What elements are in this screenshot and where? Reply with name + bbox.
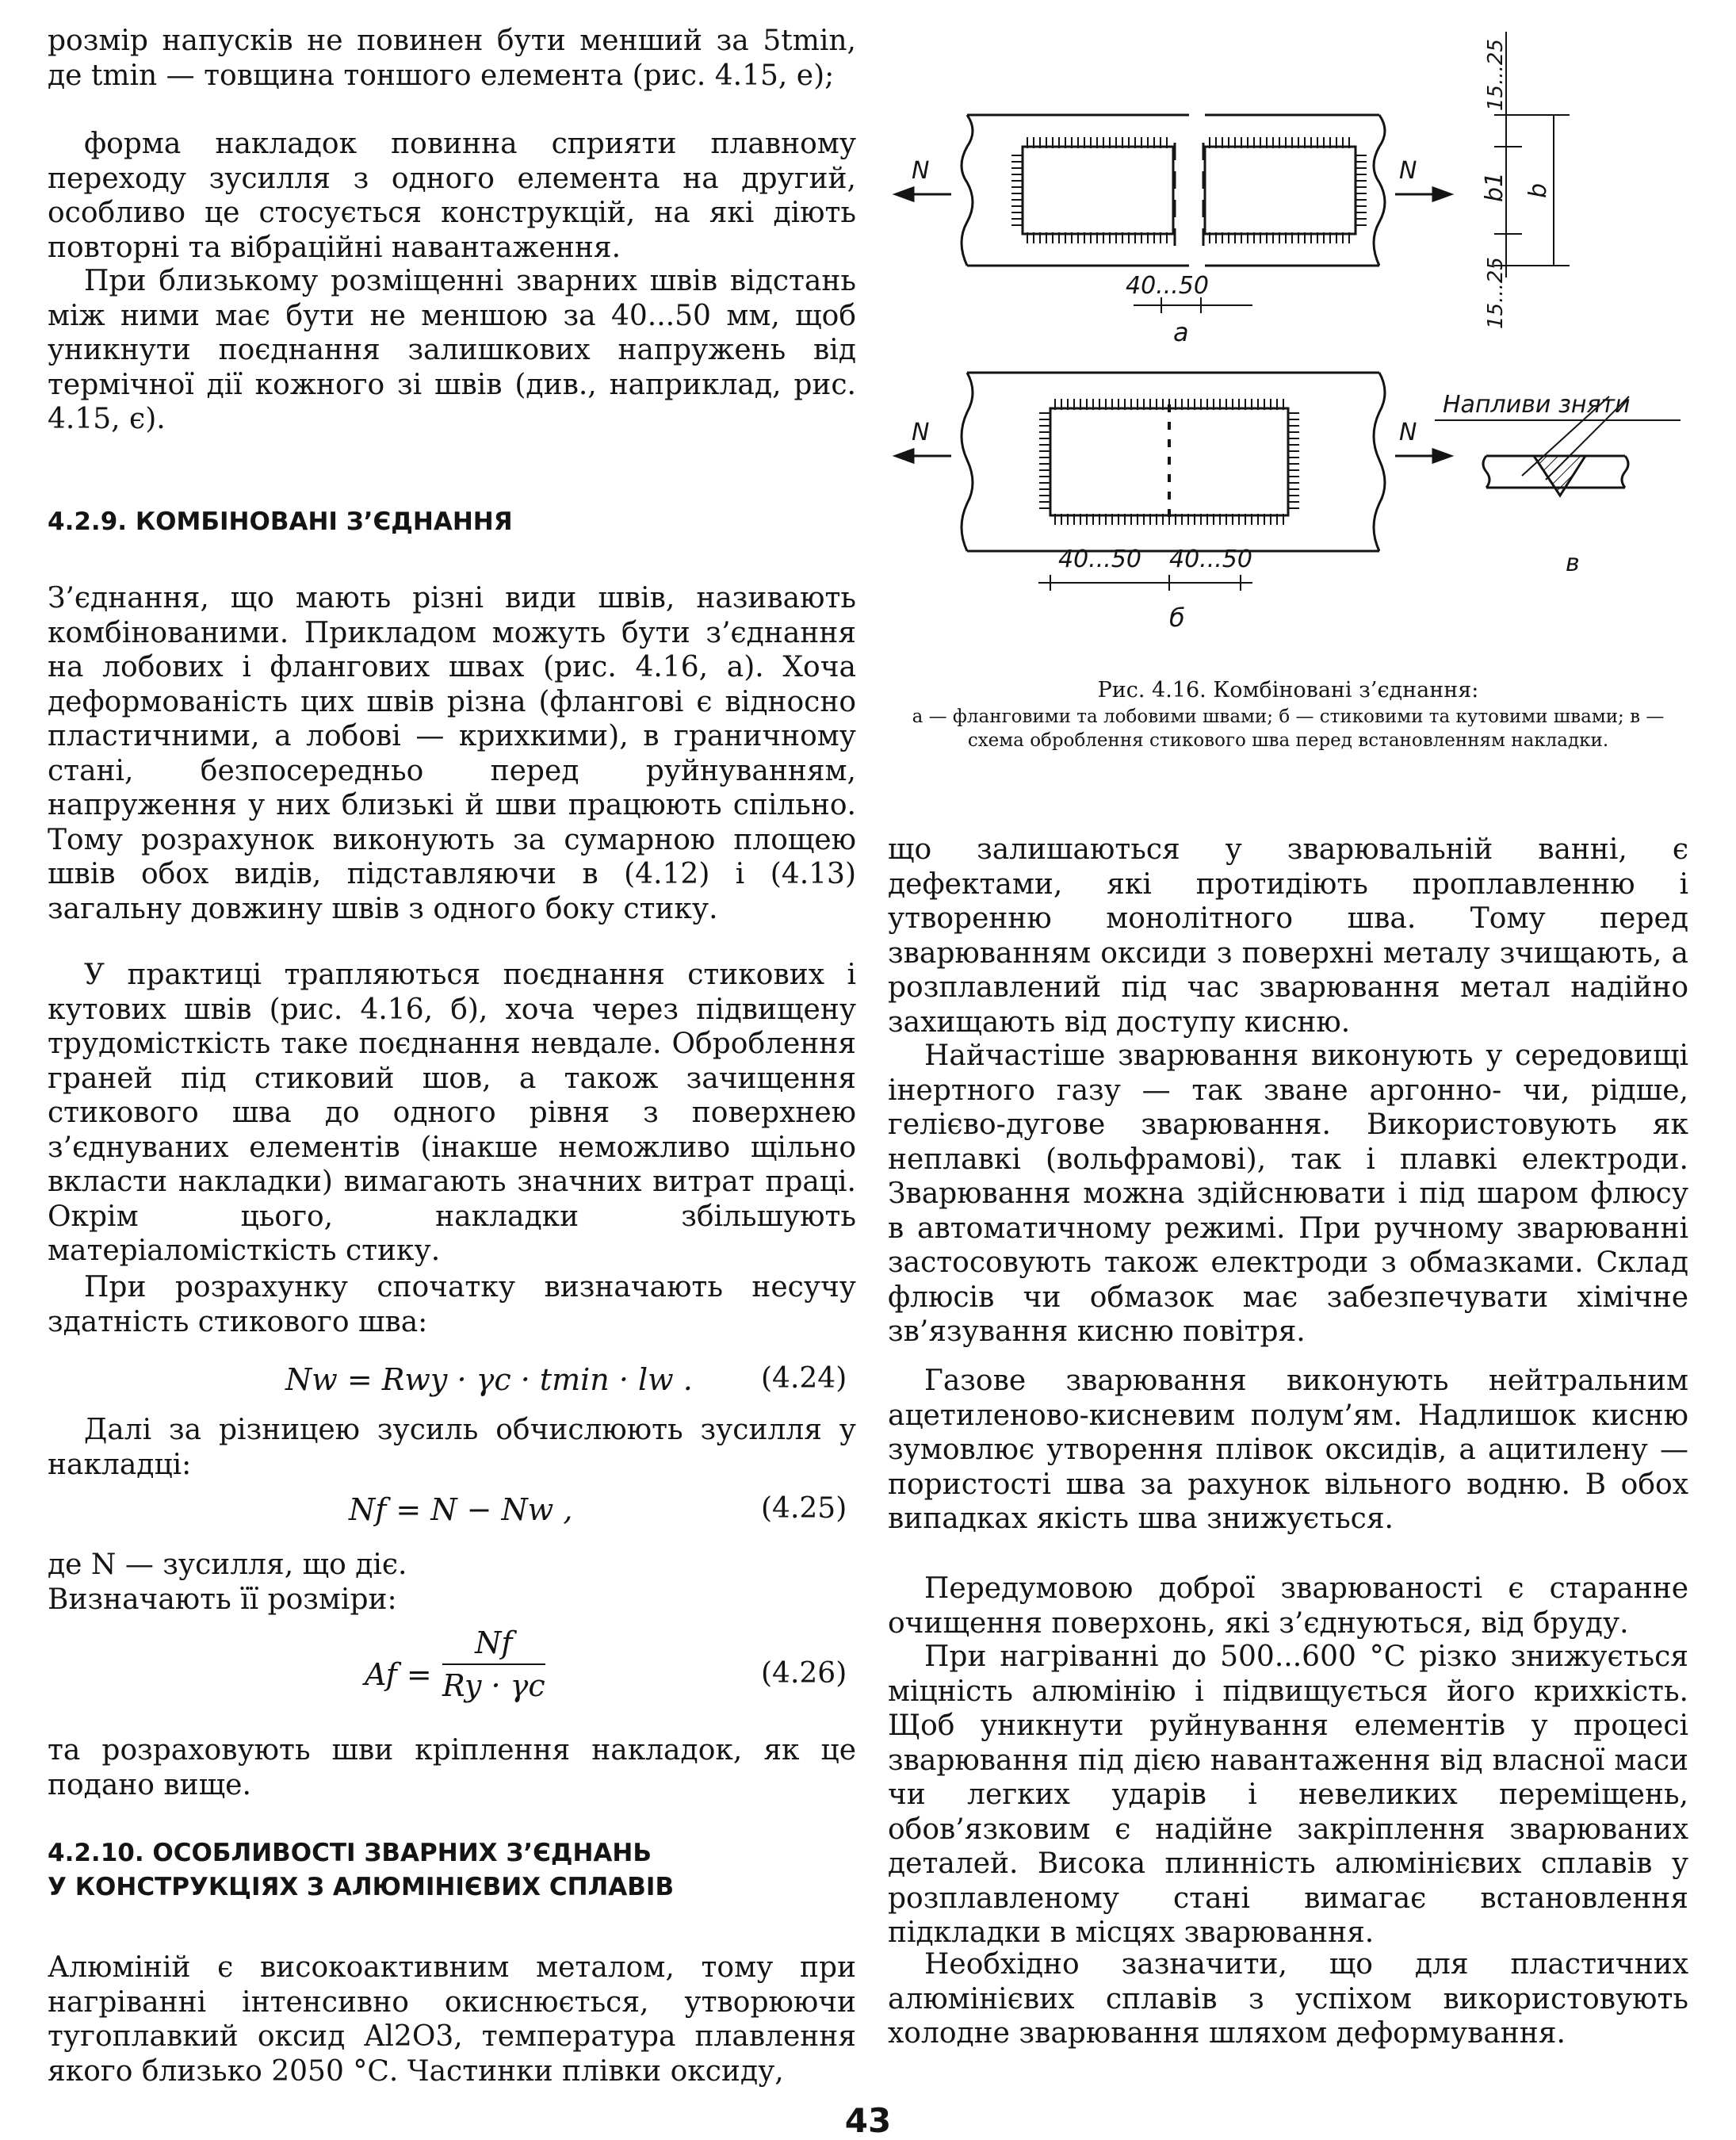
paragraph-dimensions: Визначають її розміри: [48,1583,397,1616]
paragraph-force-difference: Далі за різницею зусиль обчислюють зусилля у накладці: [48,1414,856,1481]
paragraph-overlap-size: розмір напусків не повинен бути менший за 5tmin, де tmin — товщина тоншого елемента (рис. 4.15, е); [48,25,856,92]
nap-label: Напливи зняти [1443,391,1631,419]
formula-4-25-number: (4.25) [761,1492,847,1525]
formula-4-24 [285,1362,856,1397]
caption-title: Рис. 4.16. Комбіновані з’єднання: [1097,678,1479,702]
paragraph-combined-joints: З’єднання, що мають різні види швів, називають комбінованими. Прикладом можуть бути з’єднання на лобових і флангових швах (рис. 4.16, а). Хоча деформованість цих швів різна (флангові є відносно пластичними, а лобові — крихкими), в граничному стані, безпосередньо перед руйнуванням, напруження у них близькі й шви працюють спільно. Тому розрахунок виконують за сумарною площею швів обох видів, підставляючи в (4.12) і (4.13) загальну довжину швів з одного боку стику. [48,582,856,925]
plate-right-a [1205,115,1385,266]
paragraph-overlay-shape: форма накладок повинна сприяти плавному переходу зусилля з одного елемента на другий, особливо це стосується конструкцій, на які діють повторні та вібраційні навантаження. [48,128,856,264]
weld-hatched [1534,456,1585,496]
paragraph-calc-start: При розрахунку спочатку визначають несучу здатність стикового шва: [48,1271,856,1338]
label-n-right-b: N [1399,419,1417,446]
dim-b: b [1524,182,1552,198]
label-n-left-a: N [912,157,930,185]
paragraph-butt-and-fillet: У практиці трапляються поєднання стикових і кутових швів (рис. 4.16, б), хоча через підвищену трудомісткість таке поєднання невдале. Оброблення граней під стиковий шов, а також зачищення стикового шва до одного рівня з поверхнею з’єднуваних елементів (інакше неможливо щільно вкласти накладки) вимагають значних витрат праці. Окрім цього, накладки збільшують матеріаломісткість стику. [48,959,856,1267]
figure-4-16 [888,16,1688,682]
page-number: 43 [844,2101,892,2140]
formula-4-26-lhs: Af = [365,1657,432,1692]
paragraph-aluminium: Алюміній є високоактивним металом, тому при нагріванні інтенсивно окиснюється, утворюючи тугоплавкий оксид Al2O3, температура плавлення якого близько 2050 °С. Частинки плівки оксиду, [48,1951,856,2088]
label-b: б [1169,603,1185,633]
figure-caption [888,678,1688,752]
label-a: а [1173,317,1189,347]
label-n-right-a: N [1399,157,1417,185]
plate-b [962,373,1385,551]
paragraph-gas-welding: Газове зварювання виконують нейтральним ацетиленово-кисневим полум’ям. Надлишок кисню зумовлює утворення плівок оксидів, а ацитилену — пористості шва за рахунок вільного водню. В обох випадках якість шва знижується. [888,1365,1688,1535]
overlay-left-a [1023,147,1173,234]
paragraph-weld-distance: При близькому розміщенні зварних швів відстань між ними має бути не меншою за 40...50 мм, щоб уникнути поєднання залишкових напружень від термічної дії кожного зі швів (див., наприклад, рис. 4.15, є). [48,265,856,435]
formula-4-26 [365,1625,856,1728]
formula-4-26-fraction [442,1625,545,1703]
paragraph-oxide-defects: що залишаються у зварювальній ванні, є дефектами, які протидіють проплавленню і утворенню монолітного шва. Тому перед зварюванням оксиди з поверхні металу зчищають, а розплавлений під час зварювання метал надійно захищають від доступу кисню. [888,833,1688,1039]
label-n-left-b: N [912,419,930,446]
formula-4-25-expression: Nf = N − Nw , [349,1492,573,1527]
formula-4-24-number: (4.24) [761,1362,847,1395]
dim-40-50-b-right: 40...50 [1169,546,1252,573]
paragraph-cold-welding: Необхідно зазначити, що для пластичних алюмінієвих сплавів з успіхом використовують холодне зварювання шляхом деформування. [888,1948,1688,2050]
section-heading-4-2-10-line1: 4.2.10. ОСОБЛИВОСТІ ЗВАРНИХ З’ЄДНАНЬ [48,1839,652,1867]
label-v: в [1566,549,1580,577]
dim-15-25-bottom: 15...25 [1484,257,1508,329]
caption-text: а — фланговими та лобовими швами; б — стиковими та кутовими швами; в — схема оброблення стикового шва перед встановленням накладки. [912,706,1665,751]
overlay-right-a [1205,147,1356,234]
dim-40-50-b-left: 40...50 [1058,546,1141,573]
dim-40-50-a: 40...50 [1126,272,1209,300]
formula-4-26-number: (4.26) [761,1657,847,1690]
dim-b1: b1 [1481,171,1508,202]
paragraph-where-n: де N — зусилля, що діє. [48,1549,407,1581]
formula-4-26-numerator: Nf [442,1625,545,1665]
diagram-a [896,32,1681,313]
paragraph-cleaning: Передумовою доброї зварюваності є старанне очищення поверхонь, які з’єднуються, від бруду. [888,1572,1688,1640]
formula-4-24-expression: Nw = Rwy · γc · tmin · lw . [285,1362,693,1397]
formula-4-26-denominator: Ry · γc [442,1668,545,1703]
paragraph-fastening-welds: та розраховують шви кріплення накладок, як це подано вище. [48,1734,856,1801]
section-heading-4-2-10-line2: У КОНСТРУКЦІЯХ З АЛЮМІНІЄВИХ СПЛАВІВ [48,1873,675,1901]
formula-4-25 [349,1492,856,1527]
paragraph-inert-gas: Найчастіше зварювання виконують у середовищі інертного газу — так зване аргонно- чи, рідше, гелієво-дугове зварювання. Використовують як неплавкі (вольфрамові), так і плавкі електроди. Зварювання можна здійснювати і під шаром флюсу в автоматичному режимі. При ручному зварюванні застосовують також електроди з обмазками. Склад флюсів чи обмазок має забезпечувати хімічне зв’язування кисню повітря. [888,1039,1688,1348]
dim-15-25-top: 15...25 [1484,39,1508,111]
paragraph-heating: При нагріванні до 500...600 °С різко знижується міцність алюмінію і підвищується його крихкість. Щоб уникнути руйнування елементів у процесі зварювання під дією навантаження від власної маси чи легких ударів і невеликих переміщень, обов’язковим є надійне закріплення зварюваних деталей. Висока плинність алюмінієвих сплавів у розплавленому стані вимагає встановлення підкладки в місцях зварювання. [888,1640,1688,1949]
section-heading-4-2-9: 4.2.9. КОМБІНОВАНІ З’ЄДНАННЯ [48,507,513,536]
